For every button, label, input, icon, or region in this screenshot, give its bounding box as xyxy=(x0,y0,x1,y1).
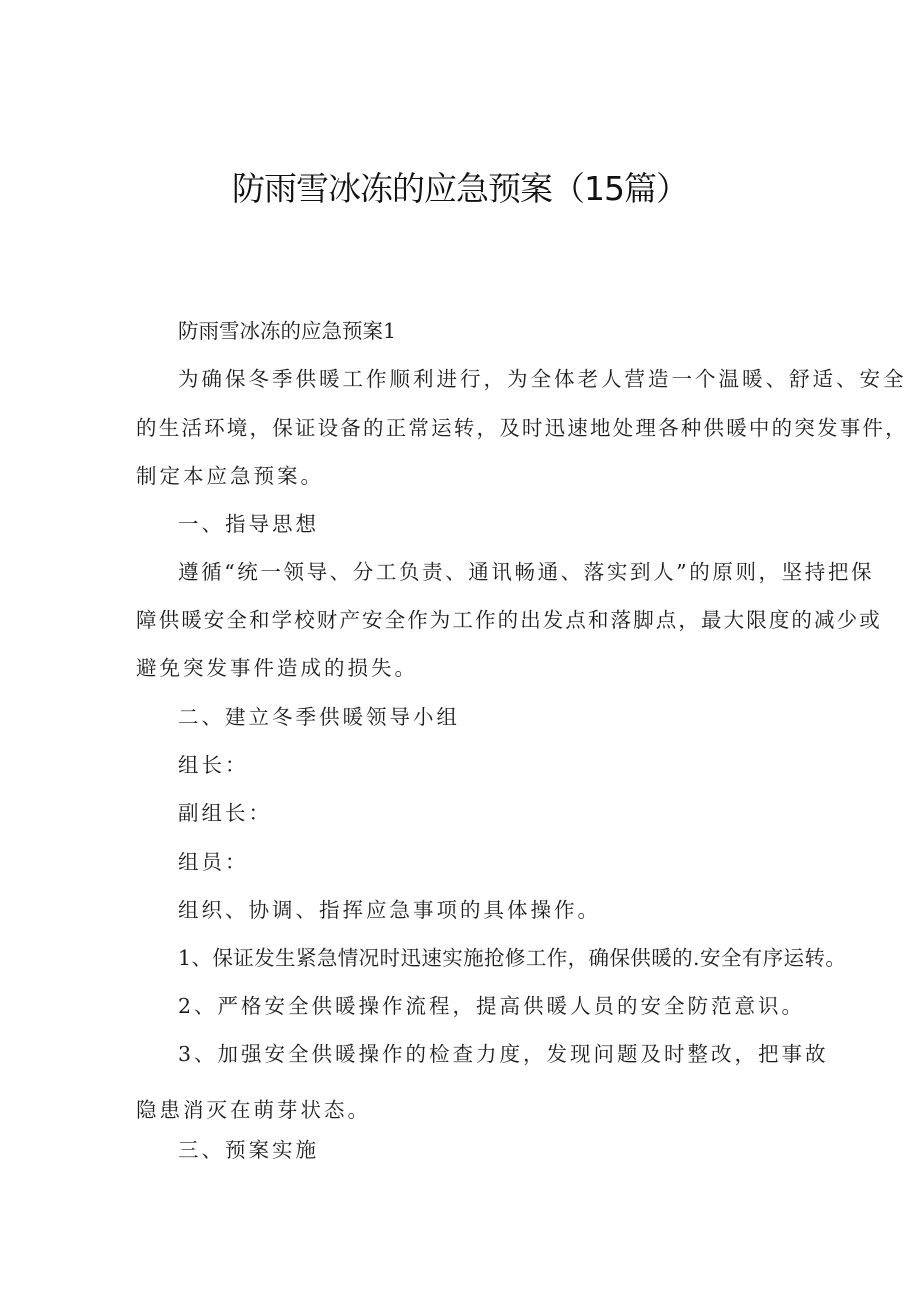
paragraph-line: 避免突发事件造成的损失。 xyxy=(136,656,418,680)
paragraph-line: 副组长： xyxy=(178,801,272,825)
paragraph-line: 障供暖安全和学校财产安全作为工作的出发点和落脚点，最大限度的减少或 xyxy=(136,608,882,632)
paragraph-line: 组员： xyxy=(178,850,249,874)
paragraph-line: 组织、协调、指挥应急事项的具体操作。 xyxy=(178,898,601,922)
list-item: 2、严格安全供暖操作流程，提高供暖人员的安全防范意识。 xyxy=(178,994,806,1018)
paragraph-line: 制定本应急预案。 xyxy=(136,464,324,488)
paragraph-line: 的生活环境，保证设备的正常运转，及时迅速地处理各种供暖中的突发事件， xyxy=(136,416,908,440)
paragraph-line: 组长： xyxy=(178,753,249,777)
document-title: 防雨雪冰冻的应急预案（15篇） xyxy=(232,169,688,208)
list-item: 3、加强安全供暖操作的检查力度，发现问题及时整改，把事故 xyxy=(178,1042,829,1066)
section-heading: 一、指导思想 xyxy=(178,512,319,536)
paragraph-line: 隐患消灭在萌芽状态。 xyxy=(136,1098,371,1122)
section-heading: 三、预案实施 xyxy=(178,1138,319,1162)
section-heading: 二、建立冬季供暖领导小组 xyxy=(178,705,460,729)
section-heading-1: 防雨雪冰冻的应急预案1 xyxy=(178,319,397,343)
paragraph-line: 遵循“统一领导、分工负责、通讯畅通、落实到人”的原则，坚持把保 xyxy=(178,560,875,584)
paragraph-line: 为确保冬季供暖工作顺利进行，为全体老人营造一个温暖、舒适、安全 xyxy=(178,367,907,391)
list-item: 1、保证发生紧急情况时迅速实施抢修工作，确保供暖的.安全有序运转。 xyxy=(178,946,847,970)
